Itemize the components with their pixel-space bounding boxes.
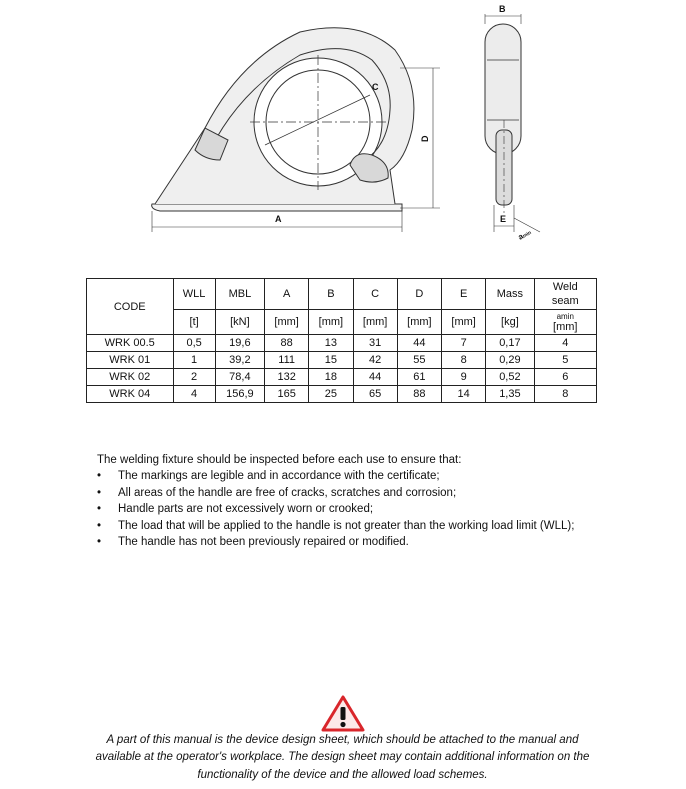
table-cell: 39,2 — [215, 352, 264, 369]
table-cell: 8 — [534, 386, 596, 403]
dim-label-c: C — [372, 82, 379, 92]
design-sheet-note — [70, 732, 615, 784]
unit-mbl: [kN] — [215, 310, 264, 335]
bullet-icon: • — [97, 486, 102, 499]
header-b: B — [309, 279, 353, 310]
bullet-icon: • — [97, 536, 102, 549]
table-cell: 4 — [173, 386, 215, 403]
table-cell: 165 — [265, 386, 309, 403]
table-cell: 13 — [309, 335, 353, 352]
header-wll: WLL — [173, 279, 215, 310]
unit-d: [mm] — [397, 310, 441, 335]
unit-weld: amin [mm] — [534, 310, 596, 335]
row-code: WRK 04 — [87, 386, 174, 403]
table-cell: 0,17 — [486, 335, 534, 352]
header-d: D — [397, 279, 441, 310]
table-cell: 9 — [442, 369, 486, 386]
note-line-1: A part of this manual is the device design sheet, which should be attached to the manual and — [106, 734, 579, 746]
unit-mass: [kg] — [486, 310, 534, 335]
unit-c: [mm] — [353, 310, 397, 335]
row-code: WRK 00.5 — [87, 335, 174, 352]
dim-label-d: D — [420, 135, 430, 142]
table-row — [87, 352, 597, 369]
table-cell: 6 — [534, 369, 596, 386]
header-row-names — [87, 279, 597, 310]
list-item: • The load that will be applied to the handle is not greater than the working load limit (WLL); — [97, 518, 657, 534]
dim-label-amin: amin — [516, 229, 533, 242]
table-cell: 18 — [309, 369, 353, 386]
unit-wll: [t] — [173, 310, 215, 335]
header-weld: Weld seam — [534, 279, 596, 310]
dim-label-a: A — [275, 214, 282, 224]
bullet-icon: • — [97, 519, 102, 532]
bullet-icon: • — [97, 503, 102, 516]
table-cell: 25 — [309, 386, 353, 403]
warning-icon — [321, 695, 365, 733]
dim-label-e: E — [500, 214, 507, 224]
table-row — [87, 386, 597, 403]
table-cell: 0,52 — [486, 369, 534, 386]
unit-a: [mm] — [265, 310, 309, 335]
spec-table — [86, 278, 597, 403]
list-item: • All areas of the handle are free of cracks, scratches and corrosion; — [97, 485, 657, 501]
bullet-icon: • — [97, 470, 102, 483]
table-cell: 0,29 — [486, 352, 534, 369]
unit-e: [mm] — [442, 310, 486, 335]
row-code: WRK 01 — [87, 352, 174, 369]
table-cell: 1 — [173, 352, 215, 369]
header-mass: Mass — [486, 279, 534, 310]
dim-label-b: B — [499, 4, 506, 14]
table-cell: 2 — [173, 369, 215, 386]
table-cell: 88 — [265, 335, 309, 352]
table-cell: 4 — [534, 335, 596, 352]
header-c: C — [353, 279, 397, 310]
table-cell: 19,6 — [215, 335, 264, 352]
table-cell: 1,35 — [486, 386, 534, 403]
table-cell: 55 — [397, 352, 441, 369]
note-line-2: available at the operator's workplace. The design sheet may contain additional information on the — [95, 751, 590, 764]
technical-drawing — [0, 0, 686, 250]
table-cell: 65 — [353, 386, 397, 403]
table-cell: 44 — [397, 335, 441, 352]
table-cell: 61 — [397, 369, 441, 386]
table-cell: 7 — [442, 335, 486, 352]
unit-b: [mm] — [309, 310, 353, 335]
table-cell: 78,4 — [215, 369, 264, 386]
notes-intro: The welding fixture should be inspected before each use to ensure that: — [97, 454, 462, 466]
table-cell: 88 — [397, 386, 441, 403]
header-mbl: MBL — [215, 279, 264, 310]
table-cell: 31 — [353, 335, 397, 352]
inspection-notes — [97, 452, 657, 550]
note-line-3: functionality of the device and the allowed load schemes. — [197, 768, 488, 781]
header-a: A — [265, 279, 309, 310]
table-cell: 111 — [265, 352, 309, 369]
table-row — [87, 369, 597, 386]
table-cell: 8 — [442, 352, 486, 369]
list-item: • The markings are legible and in accordance with the certificate; — [97, 468, 657, 484]
notes-list — [97, 468, 657, 550]
base-plate — [152, 204, 402, 211]
table-cell: 0,5 — [173, 335, 215, 352]
table-cell: 44 — [353, 369, 397, 386]
table-cell: 132 — [265, 369, 309, 386]
header-code: CODE — [87, 279, 174, 335]
table-cell: 5 — [534, 352, 596, 369]
table-cell: 42 — [353, 352, 397, 369]
table-cell: 156,9 — [215, 386, 264, 403]
list-item: • The handle has not been previously repaired or modified. — [97, 534, 657, 550]
table-row — [87, 335, 597, 352]
header-e: E — [442, 279, 486, 310]
list-item: • Handle parts are not excessively worn or crooked; — [97, 501, 657, 517]
row-code: WRK 02 — [87, 369, 174, 386]
table-cell: 14 — [442, 386, 486, 403]
table-cell: 15 — [309, 352, 353, 369]
